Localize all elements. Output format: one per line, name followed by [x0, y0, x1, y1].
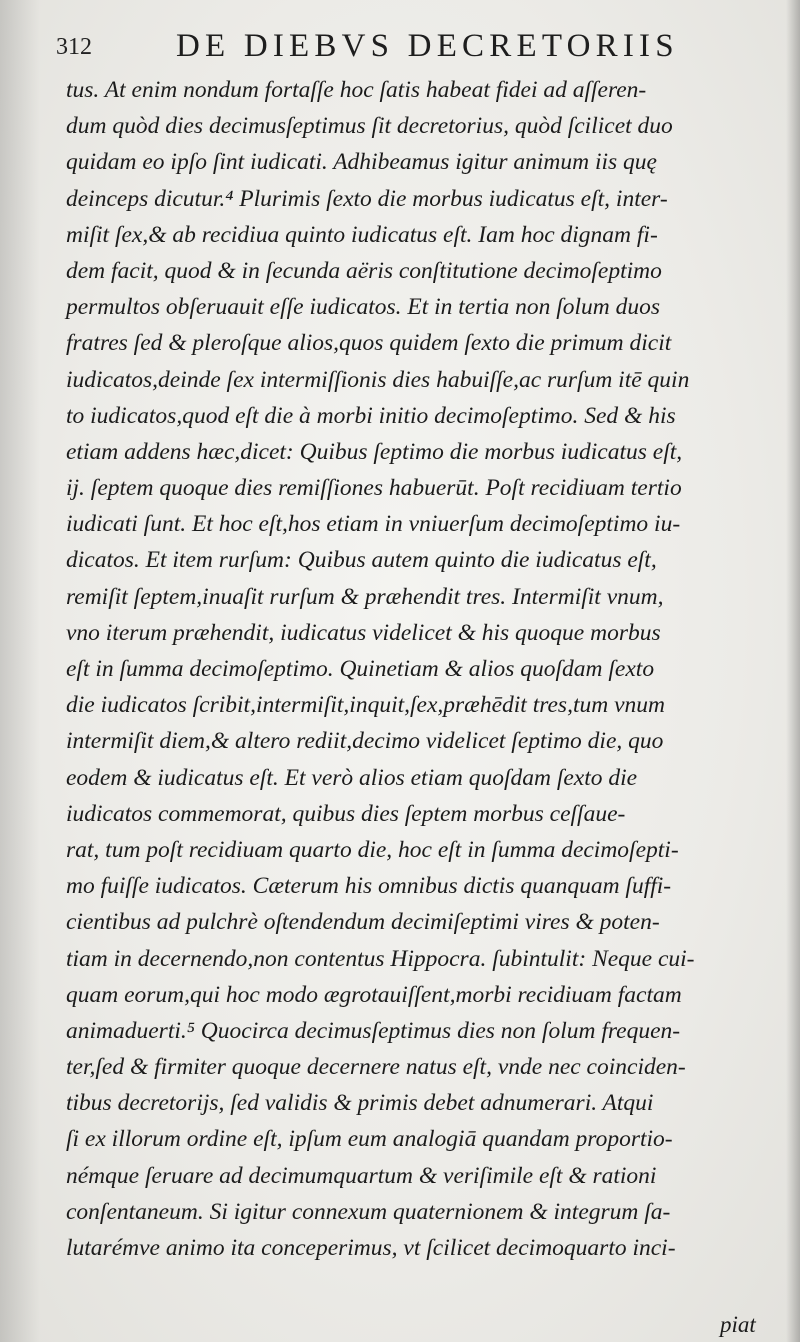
text-line: miſit ſex,& ab recidiua quinto iudicatus eſt. Iam hoc dignam fi-: [66, 221, 658, 248]
text-line: die iudicatos ſcribit,intermiſit,inquit,ſex,præhēdit tres,tum vnum: [66, 692, 665, 719]
text-line: tus. At enim nondum fortaſſe hoc ſatis habeat fidei ad aſſeren-: [66, 77, 647, 103]
text-line: quam eorum,qui hoc modo ægrotauiſſent,morbi recidiuam factam: [66, 981, 682, 1008]
gutter-shadow: [0, 0, 40, 1342]
text-line: animaduerti.⁵ Quocirca decimusſeptimus dies non ſolum frequen-: [66, 1017, 681, 1044]
text-line: dum quòd dies decimusſeptimus ſit decretorius, quòd ſcilicet duo: [66, 113, 673, 140]
text-line: etiam addens hæc,dicet: Quibus ſeptimo die morbus iudicatus eſt,: [66, 438, 683, 465]
page-number: 312: [56, 34, 92, 60]
text-line: némque ſeruare ad decimumquartum & veriſimile eſt & rationi: [66, 1162, 657, 1189]
text-line: vno iterum præhendit, iudicatus videlicet & his quoque morbus: [66, 619, 661, 646]
text-line: mo fuiſſe iudicatos. Cæterum his omnibus dictis quanquam ſuffi-: [66, 873, 672, 900]
catchword: piat: [720, 1312, 756, 1337]
text-line: lutarémve animo ita conceperimus, vt ſcilicet decimoquarto inci-: [66, 1235, 676, 1261]
text-line: ter,ſed & firmiter quoque decernere natus eſt, vnde nec coinciden-: [66, 1054, 686, 1081]
text-line: conſentaneum. Si igitur connexum quaternionem & integrum ſa-: [66, 1198, 671, 1225]
body-text: [66, 72, 766, 1266]
text-line: to iudicatos,quod eſt die à morbi initio decimoſeptimo. Sed & his: [66, 402, 676, 429]
text-line: iudicatos commemorat, quibus dies ſeptem morbus ceſſaue-: [66, 800, 626, 827]
text-line: fratres ſed & pleroſque alios,quos quidem ſexto die primum dicit: [66, 330, 672, 357]
text-line: intermiſit diem,& altero rediit,decimo videlicet ſeptimo die, quo: [66, 728, 664, 755]
text-line: quidam eo ipſo ſint iudicati. Adhibeamus igitur animum iis quę: [66, 149, 657, 176]
text-line: remiſit ſeptem,inuaſit rurſum & præhendit tres. Intermiſit vnum,: [66, 583, 664, 610]
running-head: DE DIEBVS DECRETORIIS: [176, 28, 679, 64]
text-line: ſi ex illorum ordine eſt, ipſum eum analogiā quandam proportio-: [66, 1126, 673, 1153]
text-line: cientibus ad pulchrè oſtendendum decimiſeptimi vires & poten-: [66, 909, 660, 936]
text-line: rat, tum poſt recidiuam quarto die, hoc eſt in ſumma decimoſepti-: [66, 836, 679, 863]
text-line: dem facit, quod & in ſecunda aëris conſtitutione decimoſeptimo: [66, 257, 662, 284]
text-line: iudicatos,deinde ſex intermiſſionis dies habuiſſe,ac rurſum itē quin: [66, 366, 690, 393]
text-line: dicatos. Et item rurſum: Quibus autem quinto die iudicatus eſt,: [66, 547, 657, 574]
text-line: permultos obſeruauit eſſe iudicatos. Et in tertia non ſolum duos: [66, 294, 660, 321]
text-line: eſt in ſumma decimoſeptimo. Quinetiam & alios quoſdam ſexto: [66, 656, 655, 682]
text-line: tiam in decernendo,non contentus Hippocra. ſubintulit: Neque cui-: [66, 945, 695, 972]
text-line: iudicati ſunt. Et hoc eſt,hos etiam in vniuerſum decimoſeptimo iu-: [66, 511, 681, 538]
text-line: tibus decretorijs, ſed validis & primis debet adnumerari. Atqui: [66, 1090, 654, 1117]
text-line: ij. ſeptem quoque dies remiſſiones habuerūt. Poſt recidiuam tertio: [66, 475, 682, 502]
text-line: deinceps dicutur.⁴ Plurimis ſexto die morbus iudicatus eſt, inter-: [66, 185, 668, 212]
page-header: [56, 26, 746, 70]
text-line: eodem & iudicatus eſt. Et verò alios etiam quoſdam ſexto die: [66, 764, 638, 791]
page-edge-shadow: [786, 0, 800, 1342]
